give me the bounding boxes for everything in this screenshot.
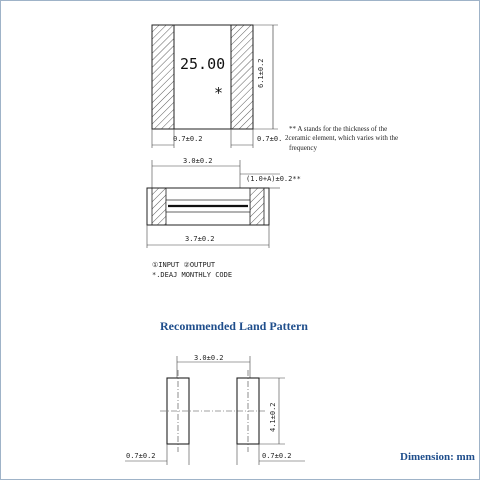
land-pattern-title: Recommended Land Pattern <box>160 319 308 333</box>
dimension-unit-label: Dimension: mm <box>400 451 475 463</box>
side-bottom-dim-label: 3.7±0.2 <box>185 235 215 243</box>
marking-star: * <box>214 84 224 102</box>
side-right-electrode <box>250 188 264 225</box>
legend-line-2: *.DEAJ MONTHLY CODE <box>152 271 233 279</box>
land-right-dim-label: 0.7±0.2 <box>262 452 292 460</box>
land-top-dim-label: 3.0±0.2 <box>194 354 224 362</box>
top-right-electrode <box>231 25 253 129</box>
top-view <box>152 25 398 152</box>
land-height-dim-label: 4.1±0.2 <box>269 402 277 432</box>
height-dim-label: 6.1±0.2 <box>257 58 265 88</box>
note-line-2: 2ceramic element, which varies with the <box>285 134 399 142</box>
right-width-dim-label: 0.7±0. <box>257 135 283 143</box>
note-line-3: frequency <box>289 144 317 152</box>
top-left-electrode <box>152 25 174 129</box>
legend-line-1: ①INPUT ②OUTPUT <box>152 261 216 269</box>
thickness-dim-label: (1.0+A)±0.2** <box>246 175 301 183</box>
top-body <box>174 25 231 129</box>
side-view <box>147 157 301 279</box>
land-left-dim-label: 0.7±0.2 <box>126 452 156 460</box>
left-width-dim-label: 0.7±0.2 <box>173 135 203 143</box>
side-top-dim-label: 3.0±0.2 <box>183 157 213 165</box>
marking-text: 25.00 <box>180 55 226 73</box>
land-pattern <box>125 319 308 465</box>
side-left-electrode <box>152 188 166 225</box>
note-line-1: ** A stands for the thickness of the <box>289 125 388 133</box>
